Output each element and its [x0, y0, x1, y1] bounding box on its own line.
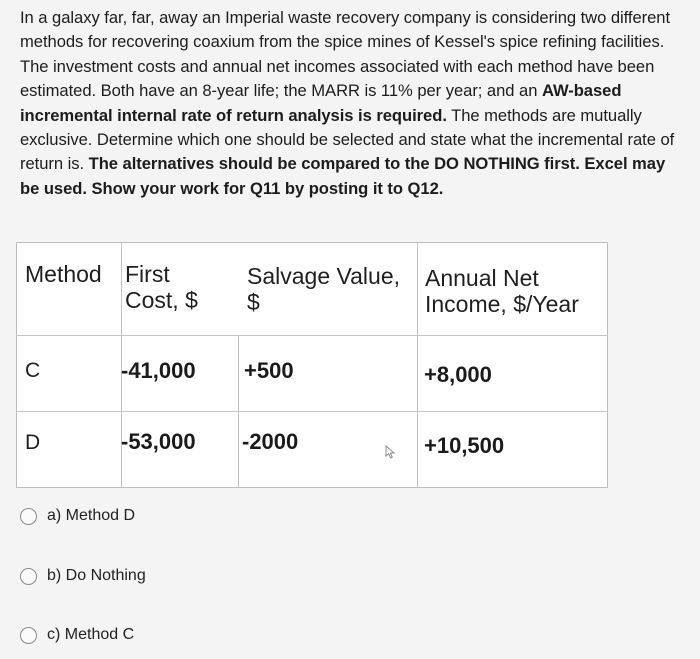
header-method: Method — [25, 261, 102, 287]
radio-button[interactable] — [20, 568, 37, 585]
table-divider — [17, 411, 607, 412]
option-label: a) Method D — [47, 507, 136, 524]
radio-button[interactable] — [20, 508, 37, 525]
radio-button[interactable] — [20, 627, 37, 644]
table-row-d-first-cost: -53,000 — [121, 429, 196, 454]
question-text — [20, 6, 685, 201]
table-divider — [17, 335, 607, 336]
question-bold-2: The alternatives should be compared to the DO NOTHING first. Excel may be used. Show your work for Q11 by posting it to Q12. — [20, 154, 666, 198]
option-method-d[interactable] — [20, 505, 135, 527]
mouse-pointer-icon — [385, 445, 397, 465]
header-income-line2: Income, $/Year — [425, 291, 579, 317]
option-label: b) Do Nothing — [47, 567, 146, 584]
data-table — [16, 242, 608, 488]
table-row-c-income: +8,000 — [424, 362, 492, 387]
option-method-c[interactable] — [20, 624, 134, 646]
header-first-cost-line2: Cost, $ — [125, 287, 198, 313]
header-salvage-line1: Salvage Value, — [247, 263, 401, 289]
question-bold-1: AW-based incremental internal rate of return analysis is required. — [20, 81, 622, 125]
table-divider — [417, 243, 418, 487]
header-first-cost-line1: First — [125, 261, 170, 287]
question-part-1: In a galaxy far, far, away an Imperial waste recovery company is considering two different methods for recovering coaxium from the spice mines of Kessel's spice refining facilities. The investment costs and annual net incomes associated with each method have been estimated. Both have an 8-year life; the MARR is 11% per year; and an — [20, 8, 671, 101]
option-do-nothing[interactable] — [20, 565, 146, 587]
header-income-line1: Annual Net — [425, 265, 539, 291]
header-salvage-line2: $ — [247, 289, 260, 315]
table-row-c-salvage: +500 — [244, 358, 294, 383]
table-row-d-salvage: -2000 — [242, 429, 299, 454]
table-row-d-income: +10,500 — [424, 433, 505, 458]
table-row-d-method: D — [25, 431, 41, 454]
table-row-c-first-cost: -41,000 — [121, 358, 196, 383]
table-row-c-method: C — [25, 359, 41, 382]
option-label: c) Method C — [47, 626, 135, 643]
question-part-2: The methods are mutually exclusive. Determine which one should be selected and state what the incremental rate of return is. — [20, 105, 675, 174]
